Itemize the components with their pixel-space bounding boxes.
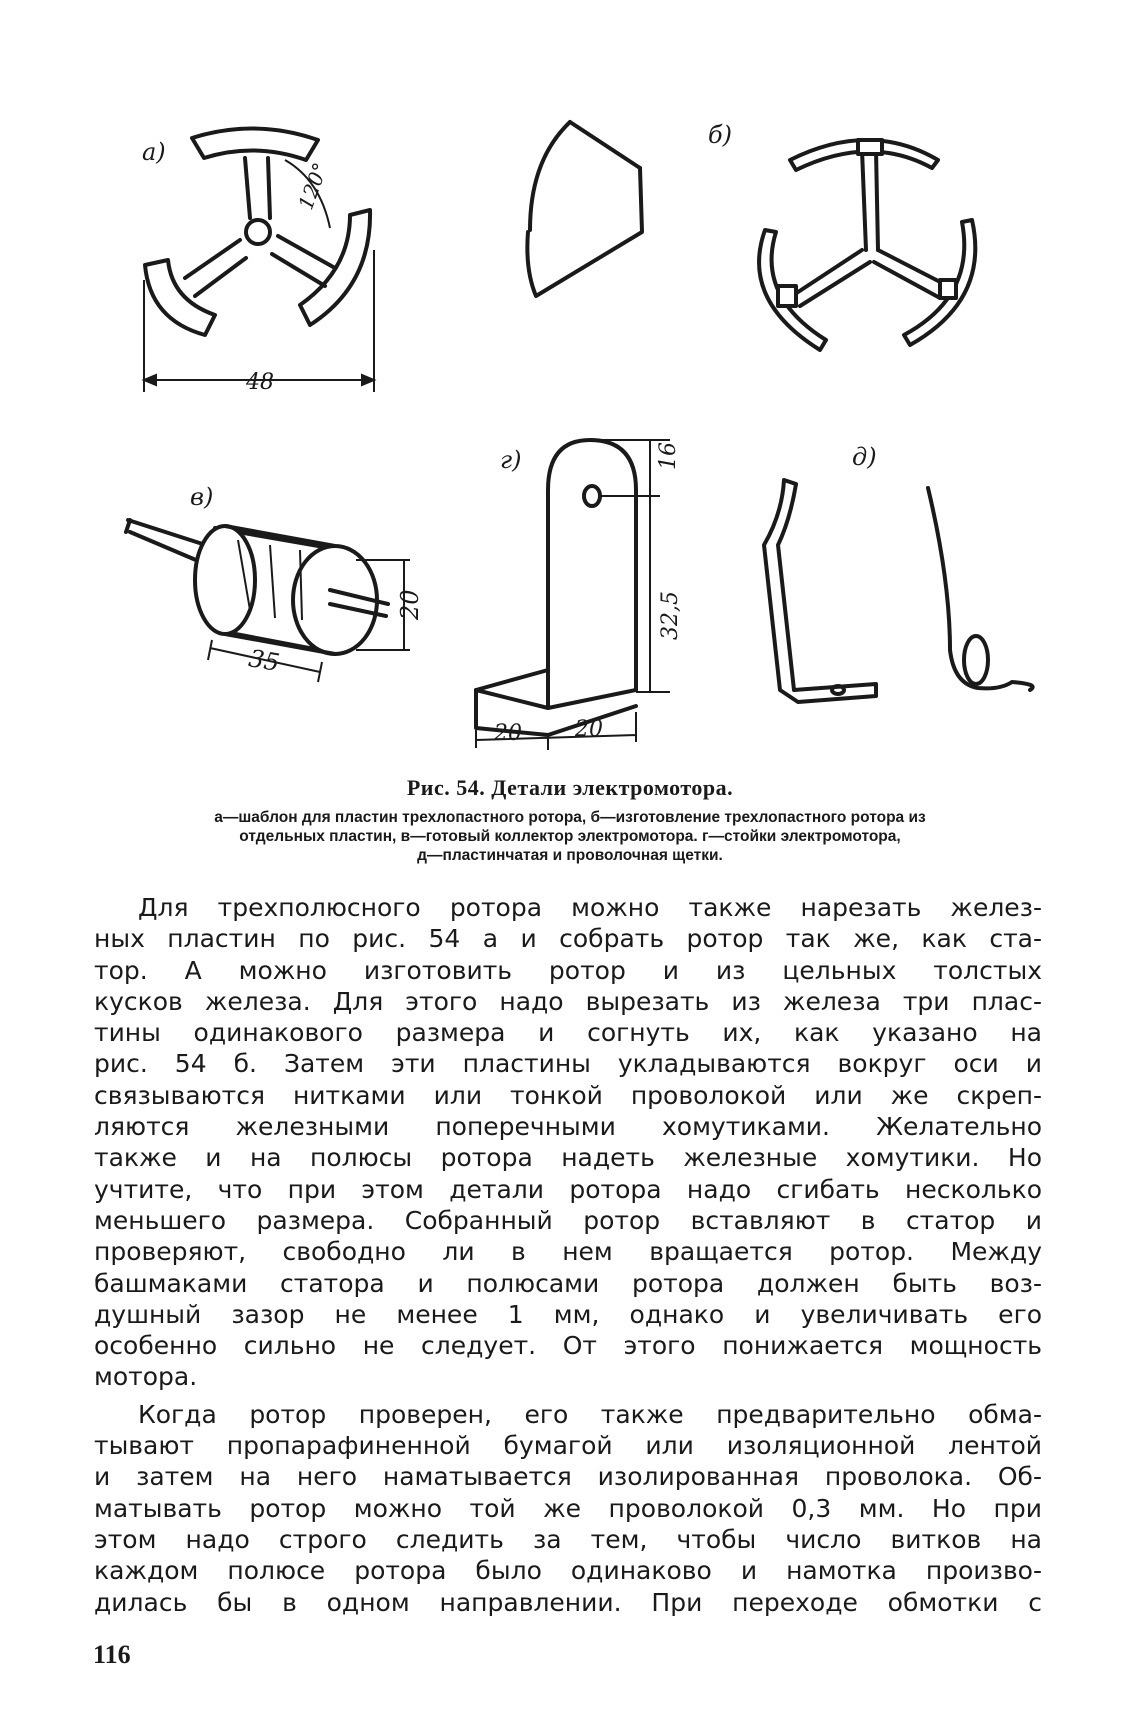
dim-base-right-g: 20 [575,717,603,742]
text-line: учтите, что при этом детали ротора надо сгибать несколько [94,1174,1042,1204]
text-line: ных пластин по рис. 54 а и собрать ротор так же, как ста- [94,924,1042,954]
text-line: Когда ротор проверен, его также предварительно обма- [138,1399,1042,1429]
text-line: особенно сильно не следует. От этого понижается мощность [94,1331,1042,1361]
dim-height-v: 20 [396,589,424,620]
text-line: каждом полюсе ротора было одинаково и намотка произво- [94,1556,1042,1586]
body-text [94,892,1042,1618]
label-a: а) [142,138,166,166]
dim-height-g: 32,5 [658,591,683,640]
text-line: башмаками статора и полюсами ротора должен быть воз- [94,1268,1042,1298]
caption-line: д—пластинчатая и проволочная щетки. [417,847,723,864]
text-line: меньшего размера. Собранный ротор вставляют в статор и [94,1205,1042,1235]
label-d: д) [852,443,877,471]
text-line: и затем на него наматывается изолированная проволока. Об- [94,1462,1042,1492]
dim-width-a: 48 [246,370,274,395]
figure-caption-text [120,808,1020,865]
label-b: б) [708,121,733,149]
figure-a-rotor-template [142,128,374,395]
text-line: мотора. [94,1362,198,1392]
figure-d-brushes [764,443,1033,702]
dim-top-g: 16 [656,442,681,470]
figure-b-rotor-assembly [527,121,975,350]
text-line: кусков железа. Для этого надо вырезать из железа три плас- [94,986,1042,1016]
text-line: также и на полюсы ротора надеть железные хомутики. Но [94,1143,1042,1173]
figure-v-collector [126,483,424,682]
dim-length-v: 35 [246,644,282,678]
figure-54 [0,0,1140,760]
text-line: дилась бы в одном направлении. При переходе обмотки с [94,1587,1042,1617]
text-line: тывают пропарафиненной бумагой или изоляционной лентой [94,1431,1042,1461]
text-line: душный зазор не менее 1 мм, однако и увеличивать его [94,1299,1042,1329]
figure-caption-title: Рис. 54. Детали электромотора. [406,775,734,800]
caption-line: отдельных пластин, в—готовый коллектор электромотора. г—стойки электромотора, [239,828,901,845]
figure-g-stand [476,440,683,750]
dim-base-left-g: 20 [494,721,522,746]
dim-angle: 120° [293,159,333,213]
text-line: проверяют, свободно ли в нем вращается ротор. Между [94,1237,1042,1267]
text-line: матывать ротор можно той же проволокой 0,3 мм. Но при [94,1493,1042,1523]
text-line: этом надо строго следить за тем, чтобы число витков на [94,1524,1042,1554]
text-line: рис. 54 б. Затем эти пластины укладываются вокруг оси и [94,1049,1042,1079]
text-line: связываются нитками или тонкой проволокой или же скреп- [94,1080,1042,1110]
page-number: 116 [93,1640,131,1669]
text-line: тины одинакового размера и согнуть их, как указано на [94,1018,1042,1048]
caption-line: а—шаблон для пластин трехлопастного ротора, б—изготовление трехлопастного ротора из [214,809,926,826]
text-line: ляются железными поперечными хомутиками. Желательно [94,1112,1042,1142]
label-g: г) [500,446,522,474]
text-line: Для трехполюсного ротора можно также нарезать желез- [138,893,1042,922]
text-line: тор. А можно изготовить ротор и из цельных толстых [94,955,1042,985]
label-v: в) [190,483,214,511]
